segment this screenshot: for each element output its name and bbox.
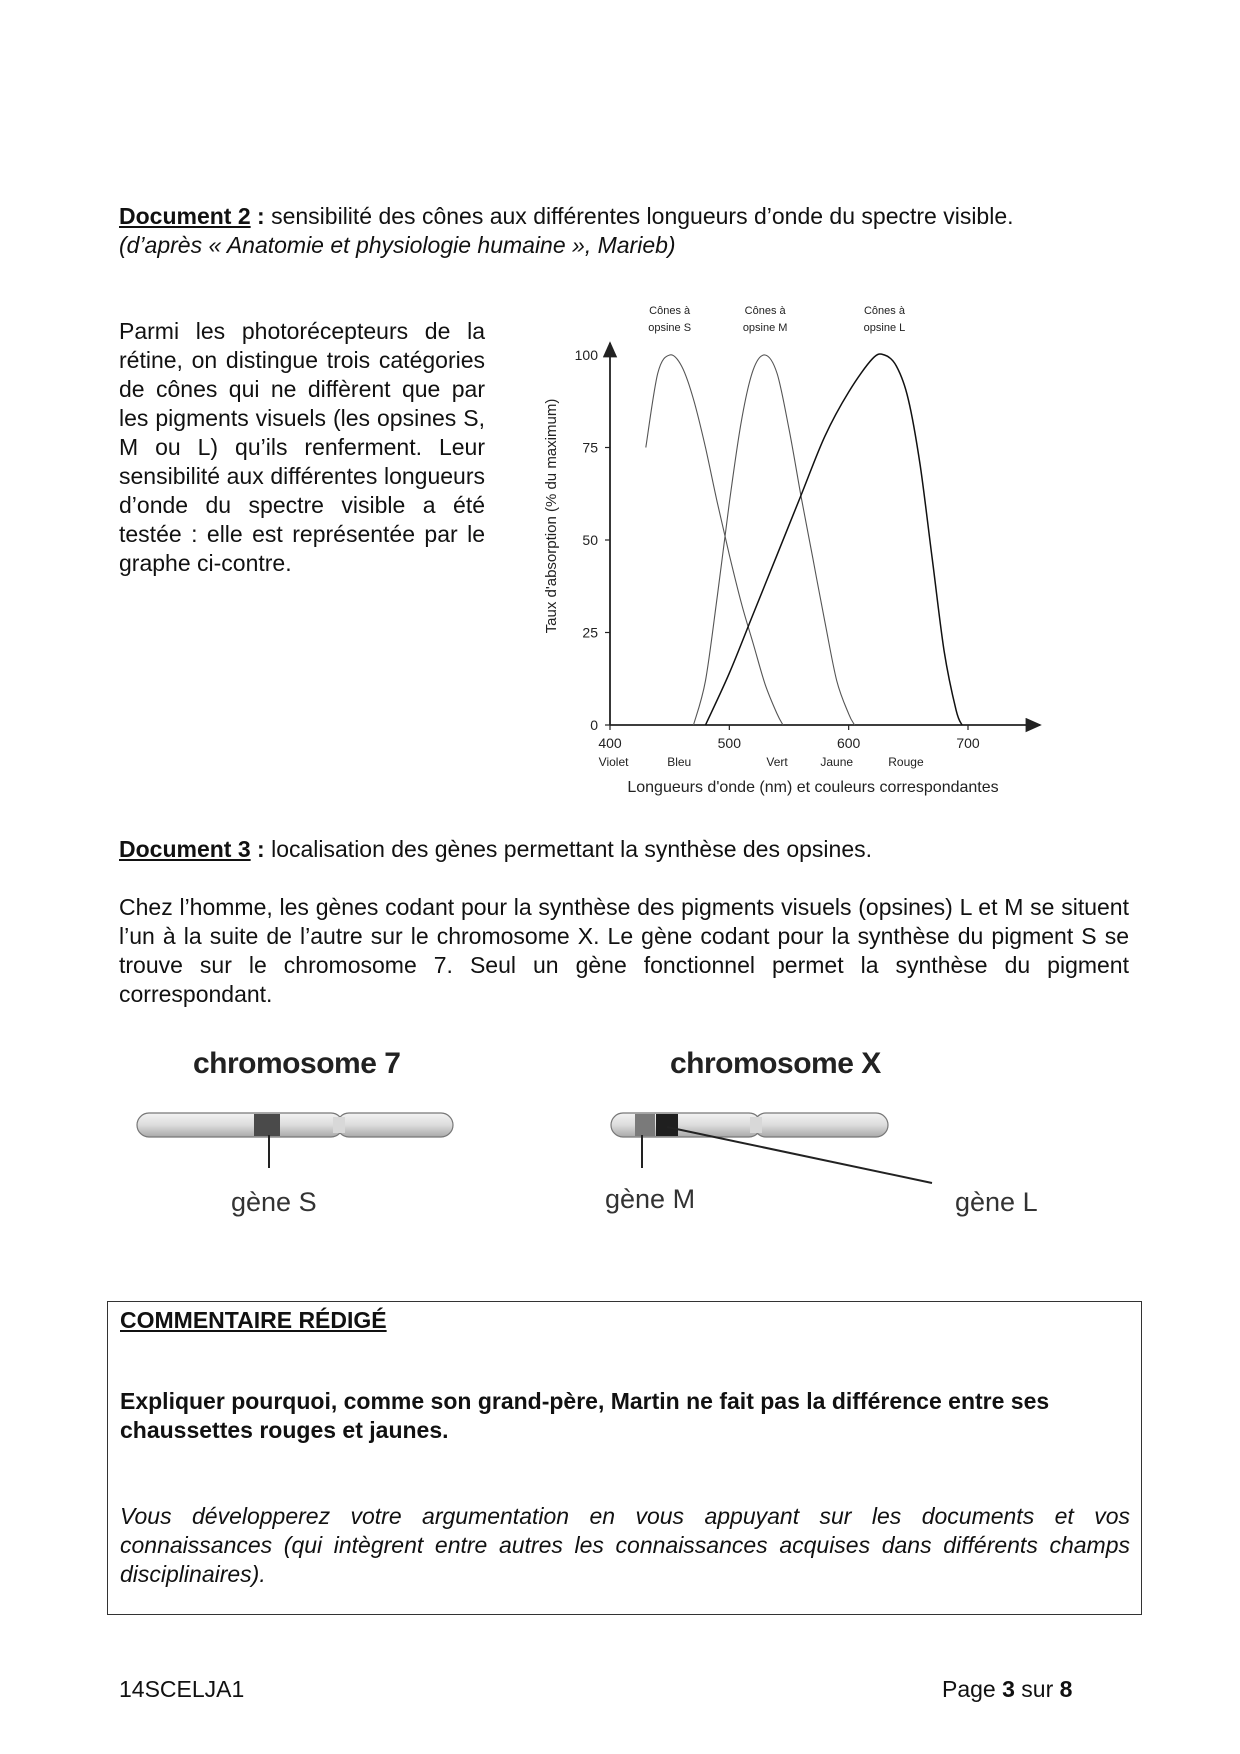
doc3-colon: : <box>250 836 265 862</box>
footer-page-prefix: Page <box>942 1676 1003 1702</box>
series-label: opsine L <box>863 322 906 334</box>
chromosome-7-title: chromosome 7 <box>193 1047 401 1080</box>
doc2-heading <box>119 202 1139 230</box>
x-tick-label: 600 <box>836 735 861 751</box>
chromosome-x <box>611 1113 932 1183</box>
x-tick-label: 500 <box>717 735 742 751</box>
doc2-paragraph: Parmi les photorécepteurs de la rétine, on distingue trois catégories de cônes qui ne diffèrent que par les pigments visuels (les opsines S, M ou L) qu’ils renferment. Leur sensibilité aux différentes longueurs d’onde du spectre visible a été testée : elle est représentée par le graphe ci-contre. <box>119 318 485 576</box>
doc3-label: Document 3 <box>119 836 251 862</box>
series-label: opsine S <box>648 322 692 334</box>
footer-page-total: 8 <box>1059 1676 1073 1702</box>
y-tick-label: 75 <box>582 439 598 456</box>
series-label: Cônes à <box>744 305 786 317</box>
x-tick-label: 400 <box>598 735 622 751</box>
y-tick-label: 0 <box>590 717 598 733</box>
doc2-source: (d’après « Anatomie et physiologie humaine », Marieb) <box>119 232 676 258</box>
comment-box-instruction: Vous développerez votre argumentation en vous appuyant sur les documents et vos connaissances (qui intègrent entre autres les connaissances acquises dans différents champs disciplinaires). <box>120 1503 1130 1587</box>
x-tick-label: 700 <box>956 735 980 751</box>
color-label: Violet <box>598 755 629 769</box>
footer-page <box>942 1676 1072 1703</box>
y-tick-label: 100 <box>574 347 598 363</box>
doc3-paragraph: Chez l’homme, les gènes codant pour la synthèse des pigments visuels (opsines) L et M se situent l’un à la suite de l’autre sur le chromosome X. Le gène codant pour la synthèse du pigment S se trouve sur le chromosome 7. Seul un gène fonctionnel permet la synthèse du pigment correspondant. <box>119 894 1129 1007</box>
chromosome-diagram <box>130 1105 970 1195</box>
comment-box-question: Expliquer pourquoi, comme son grand-père, Martin ne fait pas la différence entre ses chaussettes rouges et jaunes. <box>120 1388 1050 1443</box>
footer-page-mid: sur <box>1014 1676 1060 1702</box>
gene-l-label: gène L <box>955 1187 1038 1217</box>
series-label: Cônes à <box>649 305 691 317</box>
doc2-label: Document 2 <box>119 203 251 229</box>
gene-m-label: gène M <box>605 1184 696 1214</box>
x-axis-label: Longueurs d'onde (nm) et couleurs correspondantes <box>627 779 999 796</box>
chromosome-x-title: chromosome X <box>670 1047 881 1080</box>
y-tick-label: 50 <box>582 532 598 548</box>
doc3-title-text: localisation des gènes permettant la synthèse des opsines. <box>264 836 873 862</box>
y-tick-label: 25 <box>582 624 598 641</box>
series-label: Cônes à <box>863 305 905 317</box>
color-label: Rouge <box>888 755 924 769</box>
doc2-title-text: sensibilité des cônes aux différentes longueurs d’onde du spectre visible. <box>264 203 1014 229</box>
series-label: opsine M <box>742 322 788 334</box>
color-label: Bleu <box>667 755 692 769</box>
comment-box-title: COMMENTAIRE RÉDIGÉ <box>120 1307 387 1333</box>
gene-s-band <box>254 1114 280 1136</box>
color-label: Jaune <box>820 755 854 769</box>
series-line-1 <box>646 355 783 725</box>
absorption-chart <box>535 298 1055 808</box>
gene-l-band <box>656 1114 678 1136</box>
series-line-2 <box>694 355 855 725</box>
doc3-heading <box>119 835 1139 863</box>
footer-page-num: 3 <box>1002 1676 1015 1702</box>
doc2-colon: : <box>250 203 265 229</box>
y-axis-label: Taux d'absorption (% du maximum) <box>543 398 560 634</box>
comment-box <box>107 1301 1142 1615</box>
footer-code: 14SCELJA1 <box>119 1676 245 1702</box>
color-label: Vert <box>766 755 788 769</box>
gene-m-band <box>635 1114 655 1136</box>
gene-s-label: gène S <box>231 1187 317 1217</box>
chromosome-7 <box>137 1113 453 1168</box>
